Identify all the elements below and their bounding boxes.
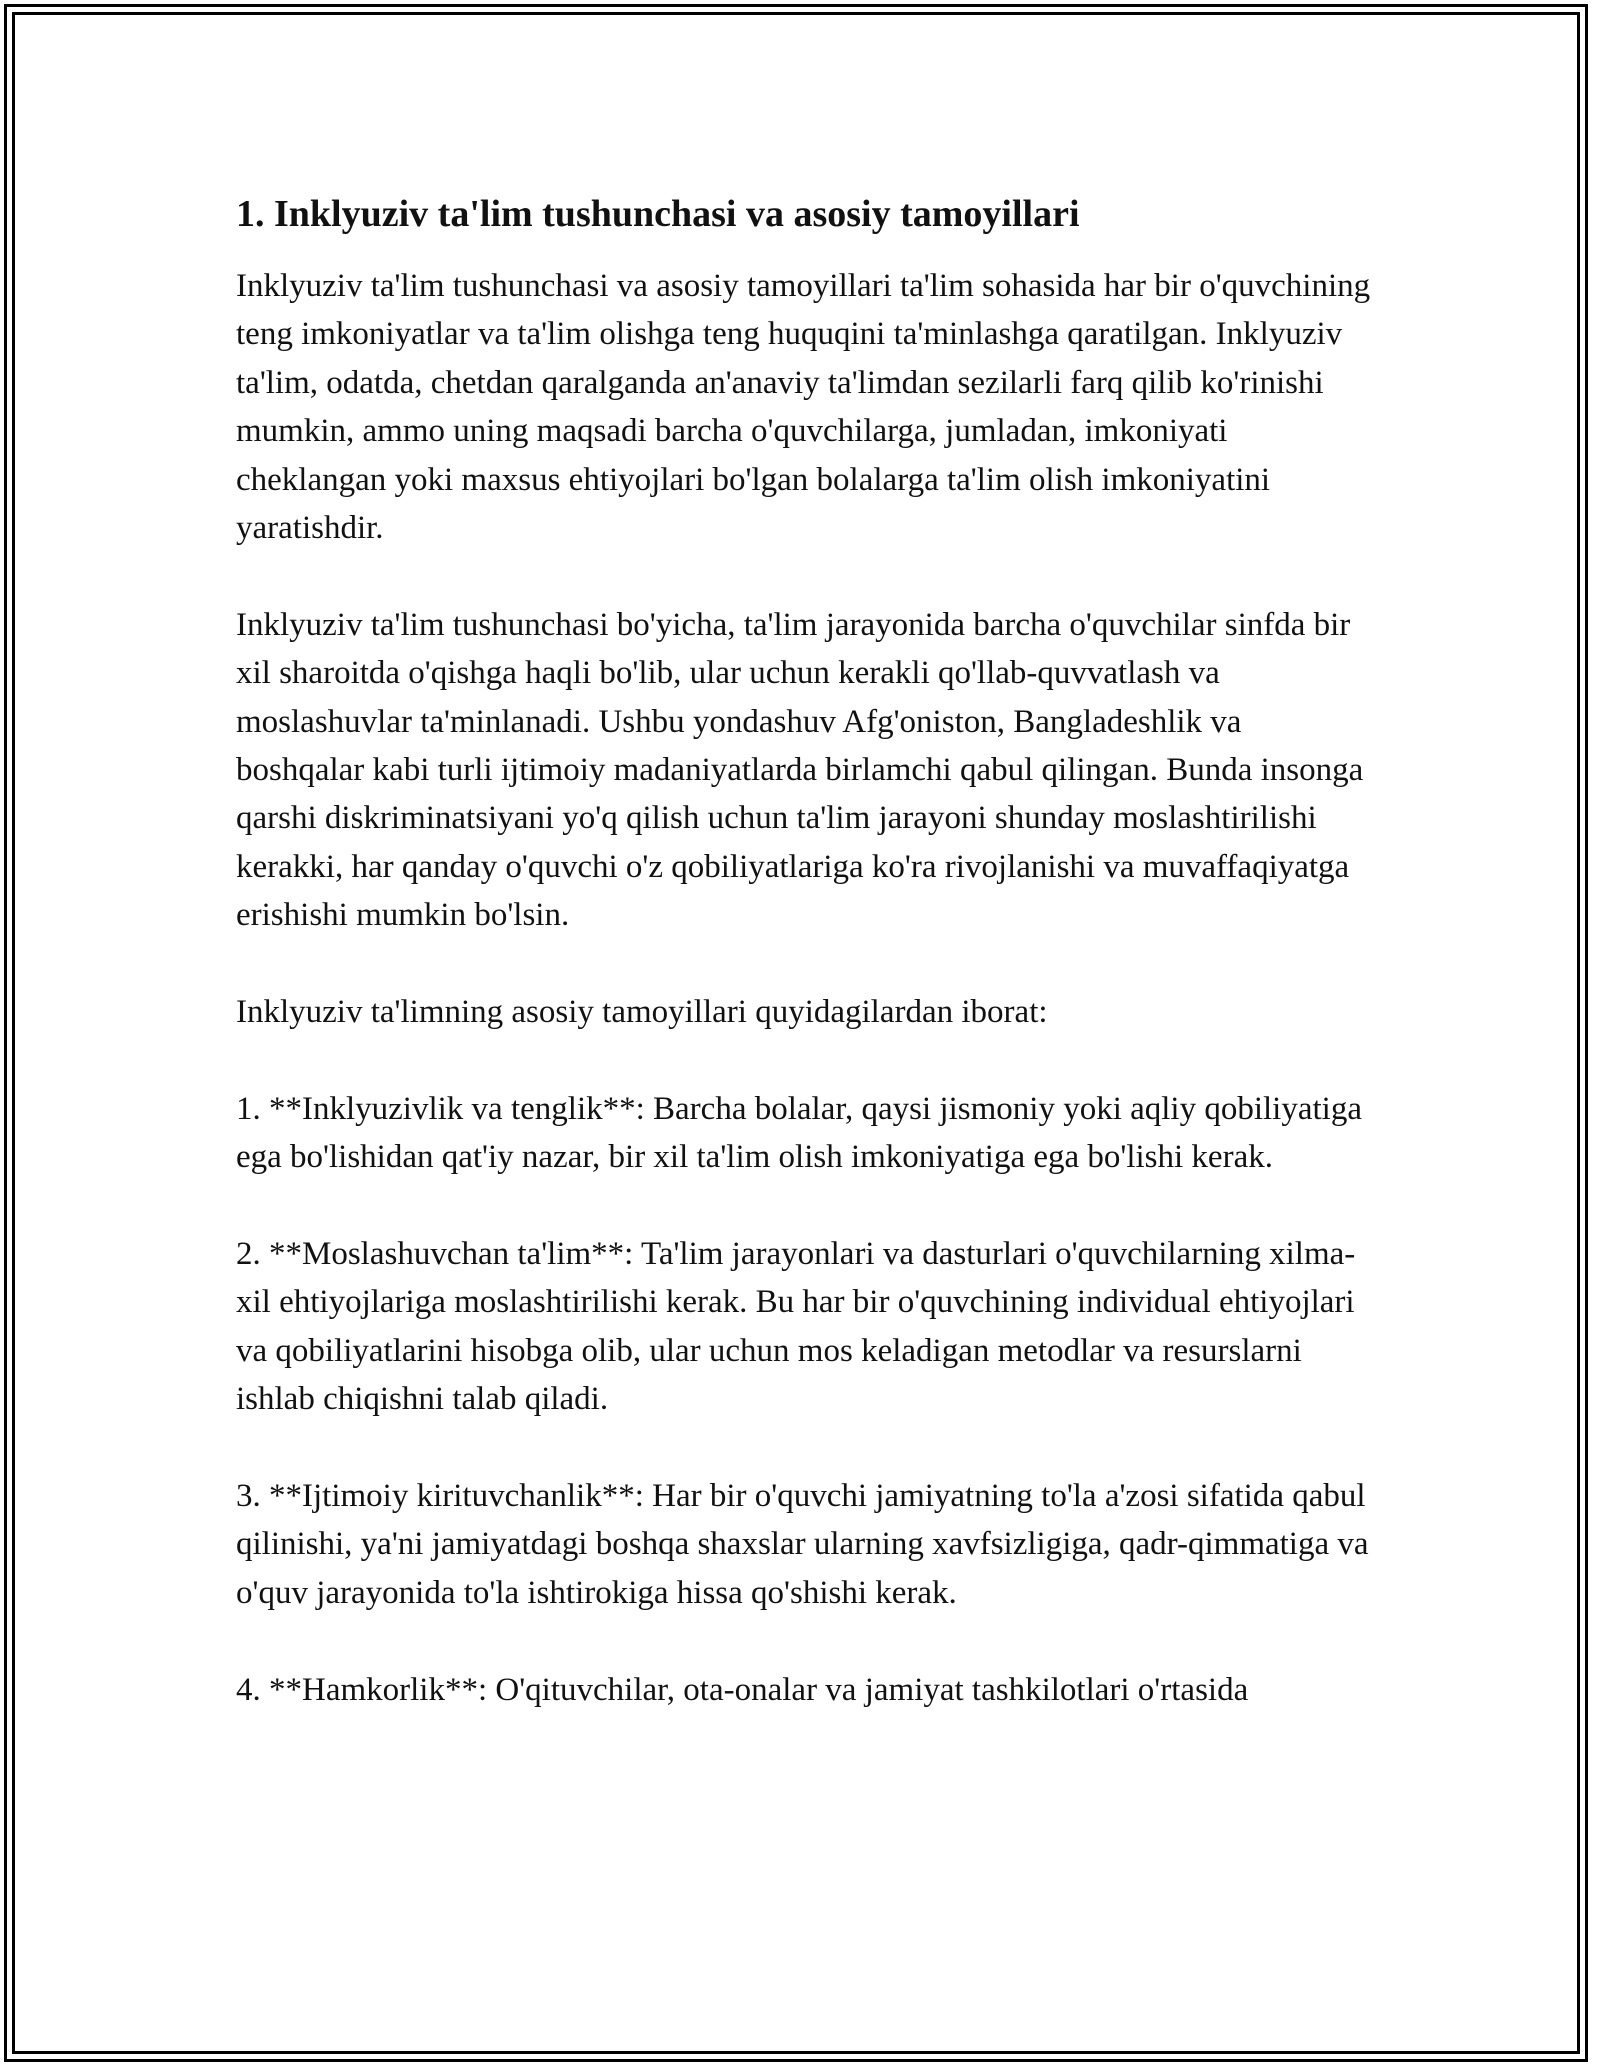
section-heading: 1. Inklyuziv ta'lim tushunchasi va asosiy tamoyillari xyxy=(236,193,1080,235)
list-item-principle-2: 2. **Moslashuvchan ta'lim**: Ta'lim jarayonlari va dasturlari o'quvchilarning xilma-xil ehtiyojlariga moslashtirilishi kerak. Bu har bir o'quvchining individual ehtiyojlari va qobiliyatlarini hisobga olib, ular uchun mos keladigan metodlar va resurslarni ishlab chiqishni talab qiladi. xyxy=(236,1236,1356,1418)
document-body xyxy=(236,190,1376,1762)
list-item-principle-3: 3. **Ijtimoiy kirituvchanlik**: Har bir o'quvchi jamiyatning to'la a'zosi sifatida qabul qilinishi, ya'ni jamiyatdagi boshqa shaxslar ularning xavfsizligiga, qadr-qimmatiga va o'quv jarayonida to'la ishtirokiga hissa qo'shishi kerak. xyxy=(236,1478,1369,1611)
list-item-principle-1: 1. **Inklyuzivlik va tenglik**: Barcha bolalar, qaysi jismoniy yoki aqliy qobiliyatiga ega bo'lishidan qat'iy nazar, bir xil ta'lim olish imkoniyatiga ega bo'lishi kerak. xyxy=(236,1090,1362,1176)
paragraph-concept: Inklyuziv ta'lim tushunchasi bo'yicha, ta'lim jarayonida barcha o'quvchilar sinfda bir xil sharoitda o'qishga haqli bo'lib, ular uchun kerakli qo'llab-quvvatlash va moslashuvlar ta'minlanadi. Ushbu yondashuv Afg'oniston, Bangladeshlik va boshqalar kabi turli ijtimoiy madaniyatlarda birlamchi qabul qilingan. Bunda insonga qarshi diskriminatsiyani yo'q qilish uchun ta'lim jarayoni shunday moslashtirilishi kerakki, har qanday o'quvchi o'z qobiliyatlariga ko'ra rivojlanishi va muvaffaqiyatga erishishi mumkin bo'lsin. xyxy=(236,606,1364,934)
paragraph-intro: Inklyuziv ta'lim tushunchasi va asosiy tamoyillari ta'lim sohasida har bir o'quvchining teng imkoniyatlar va ta'lim olishga teng huquqini ta'minlashga qaratilgan. Inklyuziv ta'lim, odatda, chetdan qaralganda an'anaviy ta'limdan sezilarli farq qilib ko'rinishi mumkin, ammo uning maqsadi barcha o'quvchilarga, jumladan, imkoniyati cheklangan yoki maxsus ehtiyojlari bo'lgan bolalarga ta'lim olish imkoniyatini yaratishdir. xyxy=(236,268,1371,547)
list-item-principle-4: 4. **Hamkorlik**: O'qituvchilar, ota-onalar va jamiyat tashkilotlari o'rtasida xyxy=(236,1671,1249,1708)
paragraph-principles-intro: Inklyuziv ta'limning asosiy tamoyillari quyidagilardan iborat: xyxy=(236,994,1048,1031)
